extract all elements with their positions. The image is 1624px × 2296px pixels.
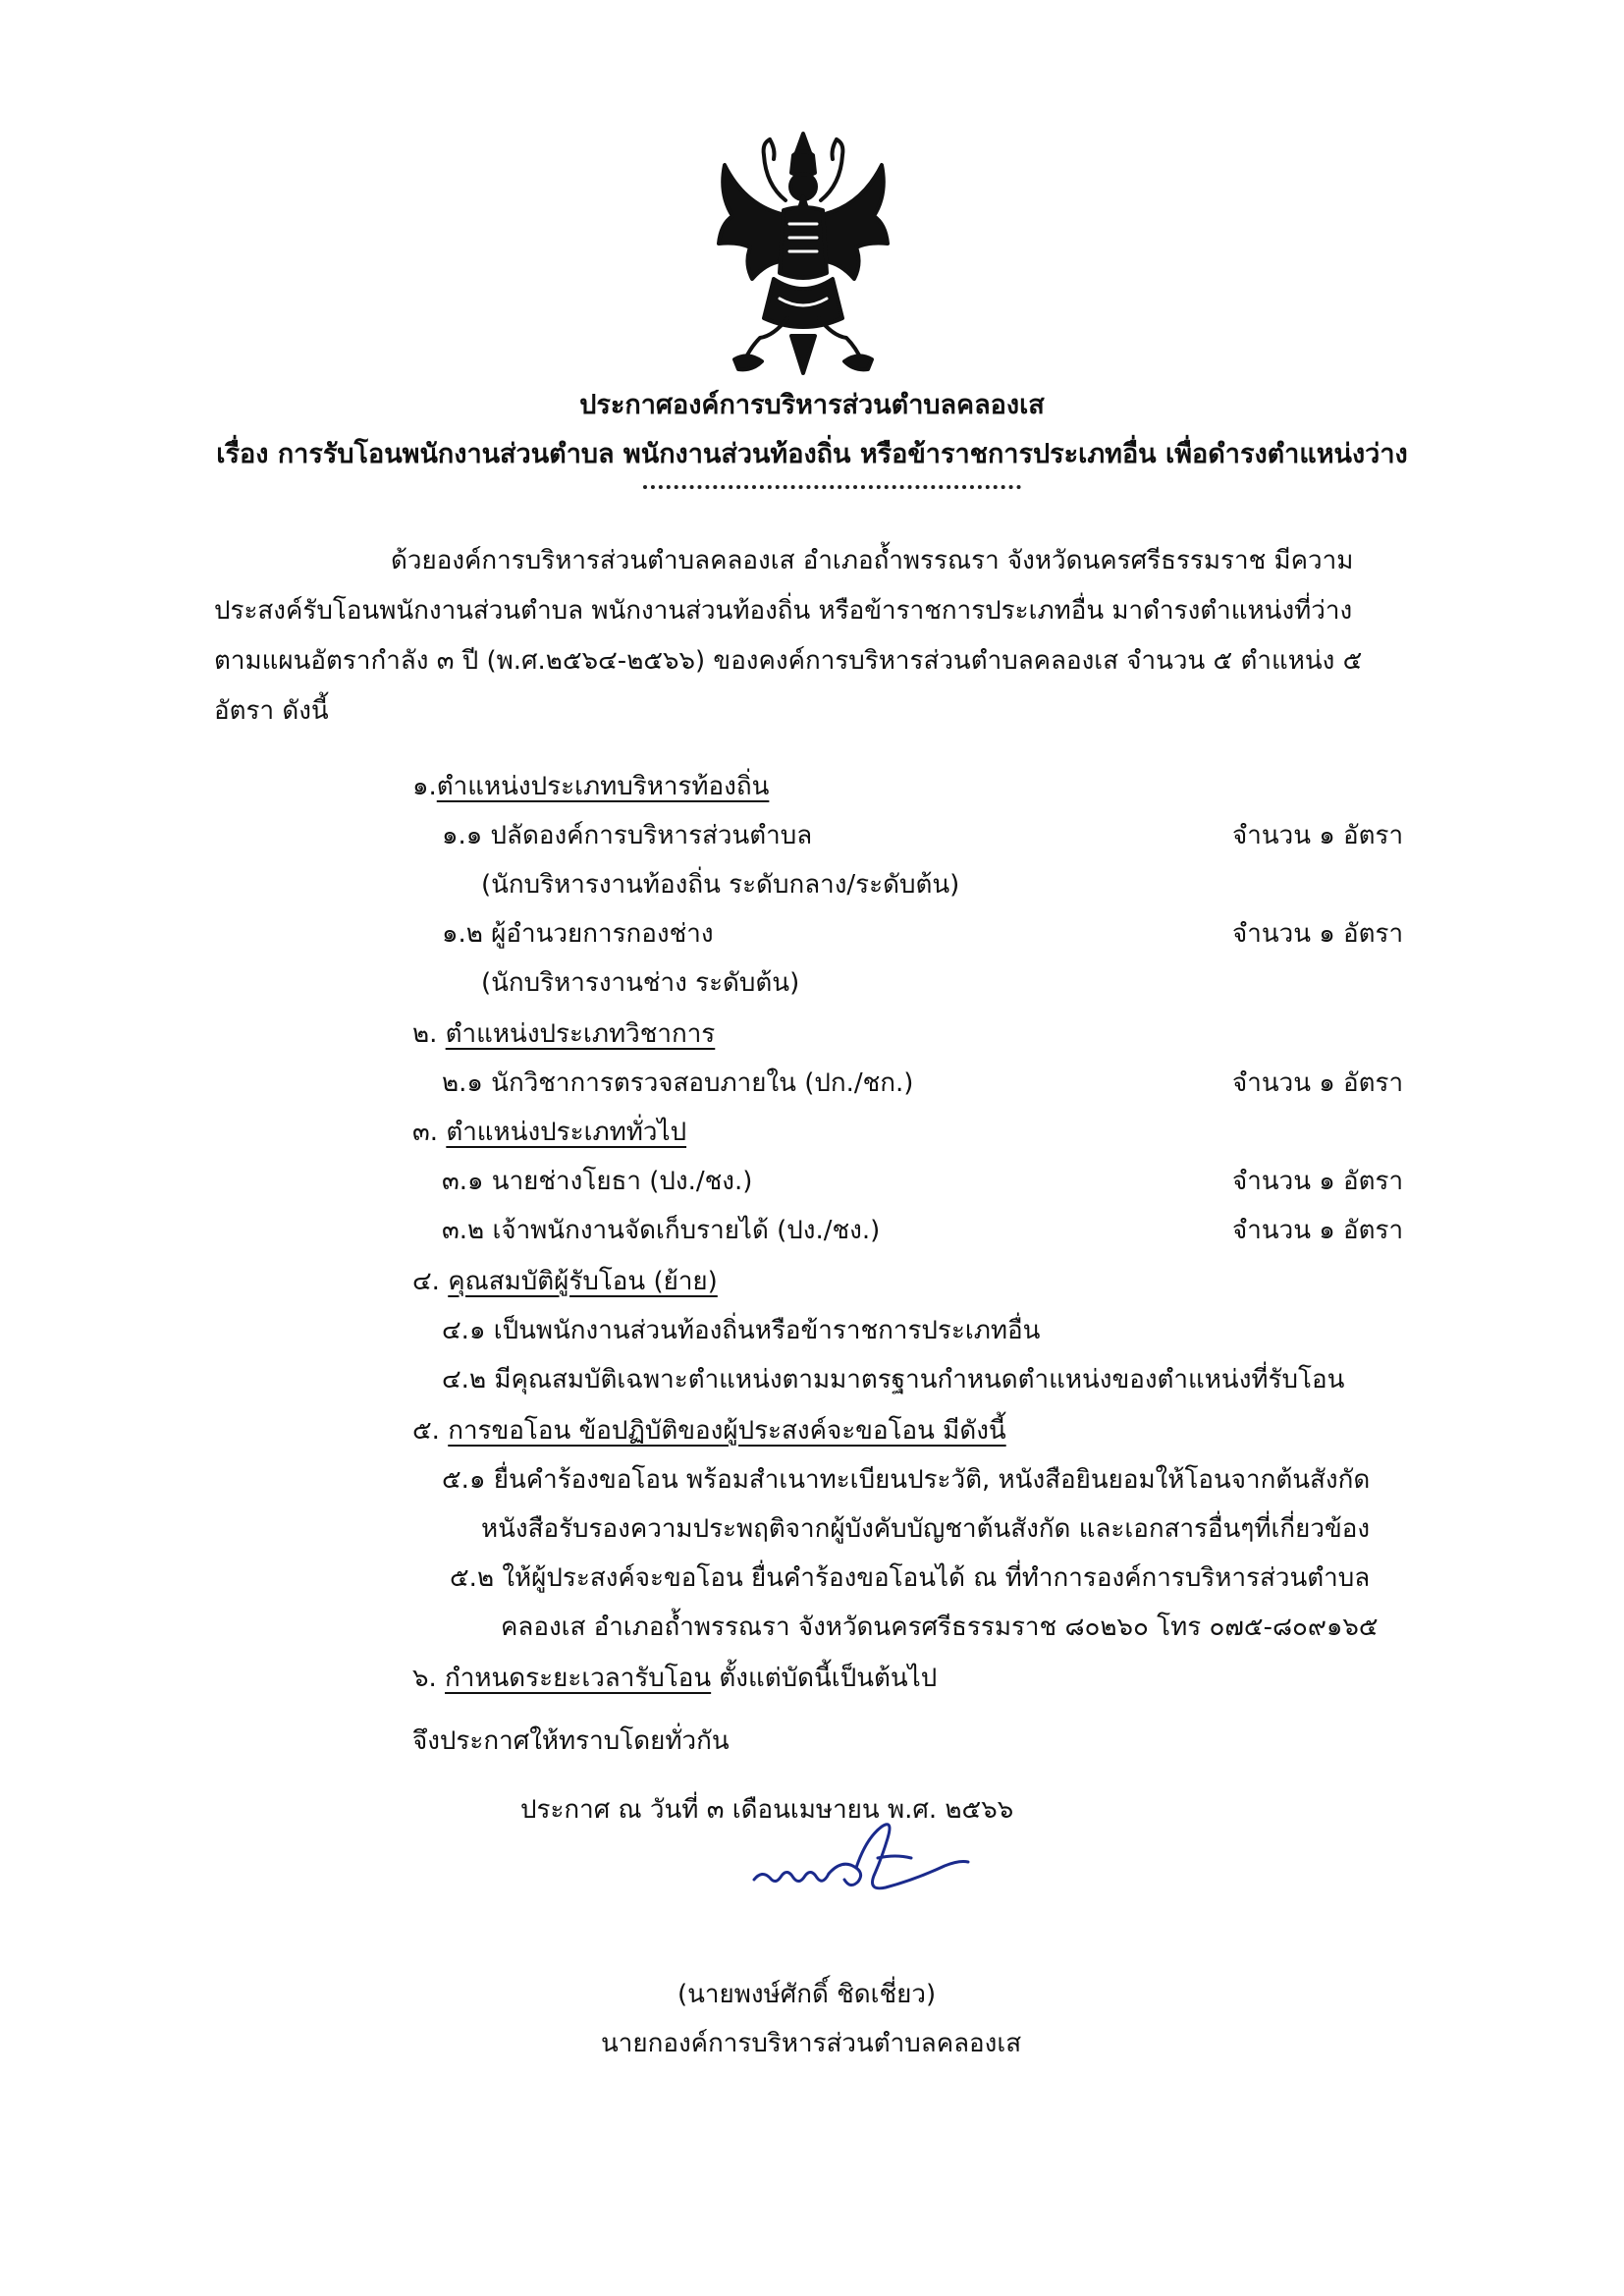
announcement-subject: เรื่อง การรับโอนพนักงานส่วนตำบล พนักงานส่วนท้องถิ่น หรือข้าราชการประเภทอื่น เพื่อดำรงตำแหน่งว่าง — [216, 439, 1408, 469]
section-4-heading — [412, 1261, 718, 1301]
item-2-1-label: ๒.๑ นักวิชาการตรวจสอบภายใน (ปก./ชก.) — [442, 1068, 914, 1098]
item-5-1-line-2: หนังสือรับรองความประพฤติจากผู้บังคับบัญชาต้นสังกัด และเอกสารอื่นๆที่เกี่ยวข้อง — [481, 1514, 1371, 1544]
section-6-rest: ตั้งแต่บัดนี้เป็นต้นไป — [711, 1664, 938, 1693]
handwritten-signature-icon — [748, 1819, 974, 1907]
section-4-number: ๔. — [412, 1267, 440, 1296]
item-3-1-label: ๓.๑ นายช่างโยธา (ปง./ชง.) — [442, 1167, 753, 1196]
section-2-heading — [412, 1013, 715, 1054]
intro-line-2: ประสงค์รับโอนพนักงานส่วนตำบล พนักงานส่วนท้องถิ่น หรือข้าราชการประเภทอื่น มาดำรงตำแหน่งที่ว่าง — [214, 596, 1353, 626]
item-1-2-sub: (นักบริหารงานช่าง ระดับต้น) — [481, 968, 800, 998]
item-2-1-count: จำนวน ๑ อัตรา — [1232, 1068, 1404, 1098]
section-6-title: กำหนดระยะเวลารับโอน — [445, 1664, 712, 1693]
item-5-2-line-2: คลองเส อำเภอถ้ำพรรณรา จังหวัดนครศรีธรรมราช ๘๐๒๖๐ โทร ๐๗๕-๘๐๙๑๖๕ — [501, 1613, 1379, 1642]
signer-position: นายกองค์การบริหารส่วนตำบลคลองเส — [601, 2029, 1022, 2058]
item-3-1-count: จำนวน ๑ อัตรา — [1232, 1167, 1404, 1196]
item-5-1-line-1: ๕.๑ ยื่นคำร้องขอโอน พร้อมสำเนาทะเบียนประวัติ, หนังสือยินยอมให้โอนจากต้นสังกัด — [442, 1465, 1371, 1495]
garuda-emblem-icon — [705, 126, 901, 381]
dotted-divider — [643, 485, 1021, 489]
section-5-number: ๕. — [412, 1416, 440, 1446]
section-5-title: การขอโอน ข้อปฏิบัติของผู้ประสงค์จะขอโอน มีดังนี้ — [448, 1416, 1006, 1446]
section-3-title: ตำแหน่งประเภททั่วไป — [446, 1118, 687, 1147]
item-1-1-label: ๑.๑ ปลัดองค์การบริหารส่วนตำบล — [442, 821, 813, 850]
item-3-2-count: จำนวน ๑ อัตรา — [1232, 1216, 1404, 1245]
item-3-2-label: ๓.๒ เจ้าพนักงานจัดเก็บรายได้ (ปง./ชง.) — [442, 1216, 881, 1245]
item-4-1: ๔.๑ เป็นพนักงานส่วนท้องถิ่นหรือข้าราชการประเภทอื่น — [442, 1316, 1041, 1345]
intro-line-3: ตามแผนอัตรากำลัง ๓ ปี (พ.ศ.๒๕๖๔-๒๕๖๖) ของคงค์การบริหารส่วนตำบลคลองเส จำนวน ๕ ตำแหน่ง ๕ — [214, 646, 1363, 676]
item-1-1-count: จำนวน ๑ อัตรา — [1232, 821, 1404, 850]
section-1-heading — [412, 766, 769, 806]
intro-line-1: ด้วยองค์การบริหารส่วนตำบลคลองเส อำเภอถ้ำพรรณรา จังหวัดนครศรีธรรมราช มีความ — [391, 546, 1354, 575]
section-6-heading — [412, 1658, 937, 1698]
item-5-2-line-1: ๕.๒ ให้ผู้ประสงค์จะขอโอน ยื่นคำร้องขอโอนได้ ณ ที่ทำการองค์การบริหารส่วนตำบล — [450, 1563, 1371, 1593]
section-5-heading — [412, 1410, 1006, 1450]
section-2-title: ตำแหน่งประเภทวิชาการ — [445, 1019, 716, 1049]
section-3-heading — [412, 1112, 686, 1152]
announce-date: ประกาศ ณ วันที่ ๓ เดือนเมษายน พ.ศ. ๒๕๖๖ — [520, 1795, 1014, 1825]
signer-name: (นายพงษ์ศักดิ์ ชิดเชี่ยว) — [677, 1980, 937, 2009]
item-1-1-sub: (นักบริหารงานท้องถิ่น ระดับกลาง/ระดับต้น) — [481, 870, 960, 900]
section-6-number: ๖. — [412, 1664, 437, 1693]
item-1-2-count: จำนวน ๑ อัตรา — [1232, 919, 1404, 949]
intro-line-4: อัตรา ดังนี้ — [214, 696, 329, 726]
item-1-2-label: ๑.๒ ผู้อำนวยการกองช่าง — [442, 919, 714, 949]
announce-statement: จึงประกาศให้ทราบโดยทั่วกัน — [412, 1726, 730, 1756]
section-1-number: ๑. — [412, 772, 437, 801]
announcement-title: ประกาศองค์การบริหารส่วนตำบลคลองเส — [579, 390, 1045, 420]
section-3-number: ๓. — [412, 1118, 439, 1147]
section-2-number: ๒. — [412, 1019, 438, 1049]
section-1-title: ตำแหน่งประเภทบริหารท้องถิ่น — [436, 772, 770, 801]
item-4-2: ๔.๒ มีคุณสมบัติเฉพาะตำแหน่งตามมาตรฐานกำหนดตำแหน่งของตำแหน่งที่รับโอน — [442, 1365, 1345, 1394]
section-4-title: คุณสมบัติผู้รับโอน (ย้าย) — [448, 1267, 718, 1296]
